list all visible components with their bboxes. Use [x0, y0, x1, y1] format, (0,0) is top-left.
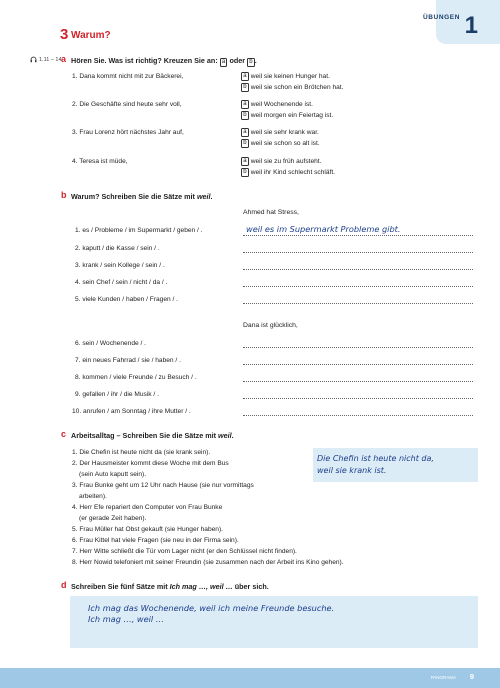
task-b-period: .	[210, 192, 213, 201]
d-line-1: Ich mag das Wochenende, weil ich meine Freunde besuche.	[88, 603, 335, 613]
checkbox-a[interactable]: a	[241, 100, 249, 109]
a-item-2-sentence: 2. Die Geschäfte sind heute sehr voll,	[72, 101, 182, 108]
c-line-1: 1. Die Chefin ist heute nicht da (sie krank sein).	[72, 449, 211, 456]
b-item-2-write-line[interactable]	[243, 252, 473, 253]
checkbox-a[interactable]: a	[241, 128, 249, 137]
b-item-1-answer: weil es im Supermarkt Probleme gibt.	[246, 224, 401, 234]
b-item-6-prompt: 6. sein / Wochenende / .	[75, 340, 146, 347]
b-item-7-write-line[interactable]	[243, 364, 473, 365]
checkbox-b[interactable]: b	[241, 83, 249, 92]
b-item-9-write-line[interactable]	[243, 398, 473, 399]
b-item-8-write-line[interactable]	[243, 381, 473, 382]
c-line-6: 6. Frau Kittel hat viele Fragen (sie neu in der Firma sein).	[72, 537, 239, 544]
b-item-4-prompt: 4. sein Chef / sein / nicht / da / .	[75, 279, 168, 286]
b-group-2-heading: Dana ist glücklich,	[243, 322, 298, 329]
a-item-1-sentence: 1. Dana kommt nicht mit zur Bäckerei,	[72, 73, 184, 80]
b-item-1-write-line[interactable]	[243, 235, 473, 236]
task-b-instruction: Warum? Schreiben Sie die Sätze mit	[71, 192, 197, 201]
d-line-2: Ich mag …, weil …	[88, 614, 164, 624]
option-text: weil sie sehr krank war.	[250, 129, 319, 136]
task-c-instruction: Arbeitsalltag – Schreiben Sie die Sätze mit	[71, 431, 218, 440]
c-line-2: 2. Der Hausmeister kommt diese Woche mit dem Bus	[72, 460, 229, 467]
task-d-suffix: über sich.	[232, 582, 269, 591]
box-b-symbol: b	[247, 58, 255, 67]
task-b-letter: b	[61, 190, 67, 200]
task-a-oder: oder	[229, 56, 246, 65]
c-example-answer-box[interactable]	[313, 448, 478, 482]
a-item-4-sentence: 4. Teresa ist müde,	[72, 158, 128, 165]
chapter-title: Warum?	[71, 30, 111, 41]
d-writing-area[interactable]	[70, 596, 478, 648]
b-item-10-prompt: 10. anrufen / am Sonntag / ihre Mutter / .	[72, 408, 191, 415]
c-line-5: 5. Frau Müller hat Obst gekauft (sie Hunger haben).	[72, 526, 223, 533]
b-item-1-prompt: 1. es / Probleme / im Supermarkt / geben / .	[75, 227, 203, 234]
task-d-title	[71, 582, 269, 591]
headphones-icon	[30, 56, 37, 63]
option-text: weil Wochenende ist.	[250, 101, 313, 108]
b-item-10-write-line[interactable]	[243, 415, 473, 416]
a-item-2-option-a[interactable]	[241, 100, 313, 109]
audio-track[interactable]	[30, 56, 62, 63]
b-item-5-prompt: 5. viele Kunden / haben / Fragen / .	[75, 296, 179, 303]
c-line-7: 7. Herr Witte schließt die Tür vom Lager nicht (er den Schlüssel nicht finden).	[72, 548, 297, 555]
task-a-instruction: Hören Sie. Was ist richtig? Kreuzen Sie an:	[71, 56, 218, 65]
a-item-3-sentence: 3. Frau Lorenz hört nächstes Jahr auf,	[72, 129, 184, 136]
b-item-2-prompt: 2. kaputt / die Kasse / sein / .	[75, 245, 160, 252]
checkbox-b[interactable]: b	[241, 168, 249, 177]
task-c-keyword: weil	[218, 431, 232, 440]
c-line-3b: arbeiten).	[79, 493, 107, 500]
a-item-1-option-b[interactable]	[241, 83, 343, 92]
b-item-3-prompt: 3. krank / sein Kollege / sein / .	[75, 262, 165, 269]
checkbox-b[interactable]: b	[241, 139, 249, 148]
task-d-keyword: Ich mag …, weil …	[169, 582, 233, 591]
b-item-3-write-line[interactable]	[243, 269, 473, 270]
c-line-8: 8. Herr Nowid telefoniert mit seiner Freundin (sie zusammen nach der Arbeit ins Kino gehen).	[72, 559, 344, 566]
a-item-4-option-a[interactable]	[241, 157, 321, 166]
c-example-line-1: Die Chefin ist heute nicht da,	[317, 454, 434, 463]
option-text: weil ihr Kind schlecht schläft.	[250, 169, 336, 176]
b-item-4-write-line[interactable]	[243, 286, 473, 287]
task-b-keyword: weil	[196, 192, 211, 201]
c-line-3: 3. Frau Bunke geht um 12 Uhr nach Hause (sie nur vormittags	[72, 482, 254, 489]
c-line-4b: (er gerade Zeit haben).	[79, 515, 147, 522]
chapter-number: 3	[60, 26, 69, 43]
option-text: weil sie schon ein Brötchen hat.	[250, 84, 344, 91]
c-example-line-2: weil sie krank ist.	[317, 466, 387, 475]
checkbox-b[interactable]: b	[241, 111, 249, 120]
section-label: ÜBUNGEN	[422, 14, 460, 21]
option-text: weil morgen ein Feiertag ist.	[250, 112, 334, 119]
b-item-7-prompt: 7. ein neues Fahrrad / sie / haben / .	[75, 357, 181, 364]
a-item-2-option-b[interactable]	[241, 111, 333, 120]
box-a-symbol: a	[220, 58, 228, 67]
task-d-instruction: Schreiben Sie fünf Sätze mit	[71, 582, 170, 591]
b-item-8-prompt: 8. kommen / viele Freunde / zu Besuch / .	[75, 374, 197, 381]
task-c-title	[71, 431, 234, 440]
c-line-4: 4. Herr Efe repariert den Computer von Frau Bunke	[72, 504, 223, 511]
task-d-letter: d	[61, 580, 67, 590]
a-item-1-option-a[interactable]	[241, 72, 330, 81]
task-b-title	[71, 192, 213, 201]
task-c-letter: c	[61, 429, 67, 439]
c-line-2b: (sein Auto kaputt sein).	[79, 471, 147, 478]
footer-brand: PANORAMA	[430, 675, 456, 680]
b-item-5-write-line[interactable]	[243, 303, 473, 304]
b-item-9-prompt: 9. gefallen / ihr / die Musik / .	[75, 391, 159, 398]
a-item-3-option-b[interactable]	[241, 139, 320, 148]
task-a-period: .	[254, 56, 257, 65]
task-c-period: .	[231, 431, 234, 440]
a-item-4-option-b[interactable]	[241, 168, 335, 177]
task-a-letter: a	[61, 54, 67, 64]
b-item-6-write-line[interactable]	[243, 347, 473, 348]
unit-number: 1	[464, 12, 478, 39]
a-item-3-option-a[interactable]	[241, 128, 319, 137]
page-number: 9	[469, 672, 474, 681]
audio-track-number: 1.11 – 14	[39, 56, 62, 63]
option-text: weil sie keinen Hunger hat.	[250, 73, 330, 80]
b-group-1-heading: Ahmed hat Stress,	[243, 209, 299, 216]
checkbox-a[interactable]: a	[241, 157, 249, 166]
option-text: weil sie schon so alt ist.	[250, 140, 320, 147]
task-a-title	[71, 56, 257, 67]
page-footer	[0, 668, 500, 688]
checkbox-a[interactable]: a	[241, 72, 249, 81]
option-text: weil sie zu früh aufsteht.	[250, 158, 322, 165]
